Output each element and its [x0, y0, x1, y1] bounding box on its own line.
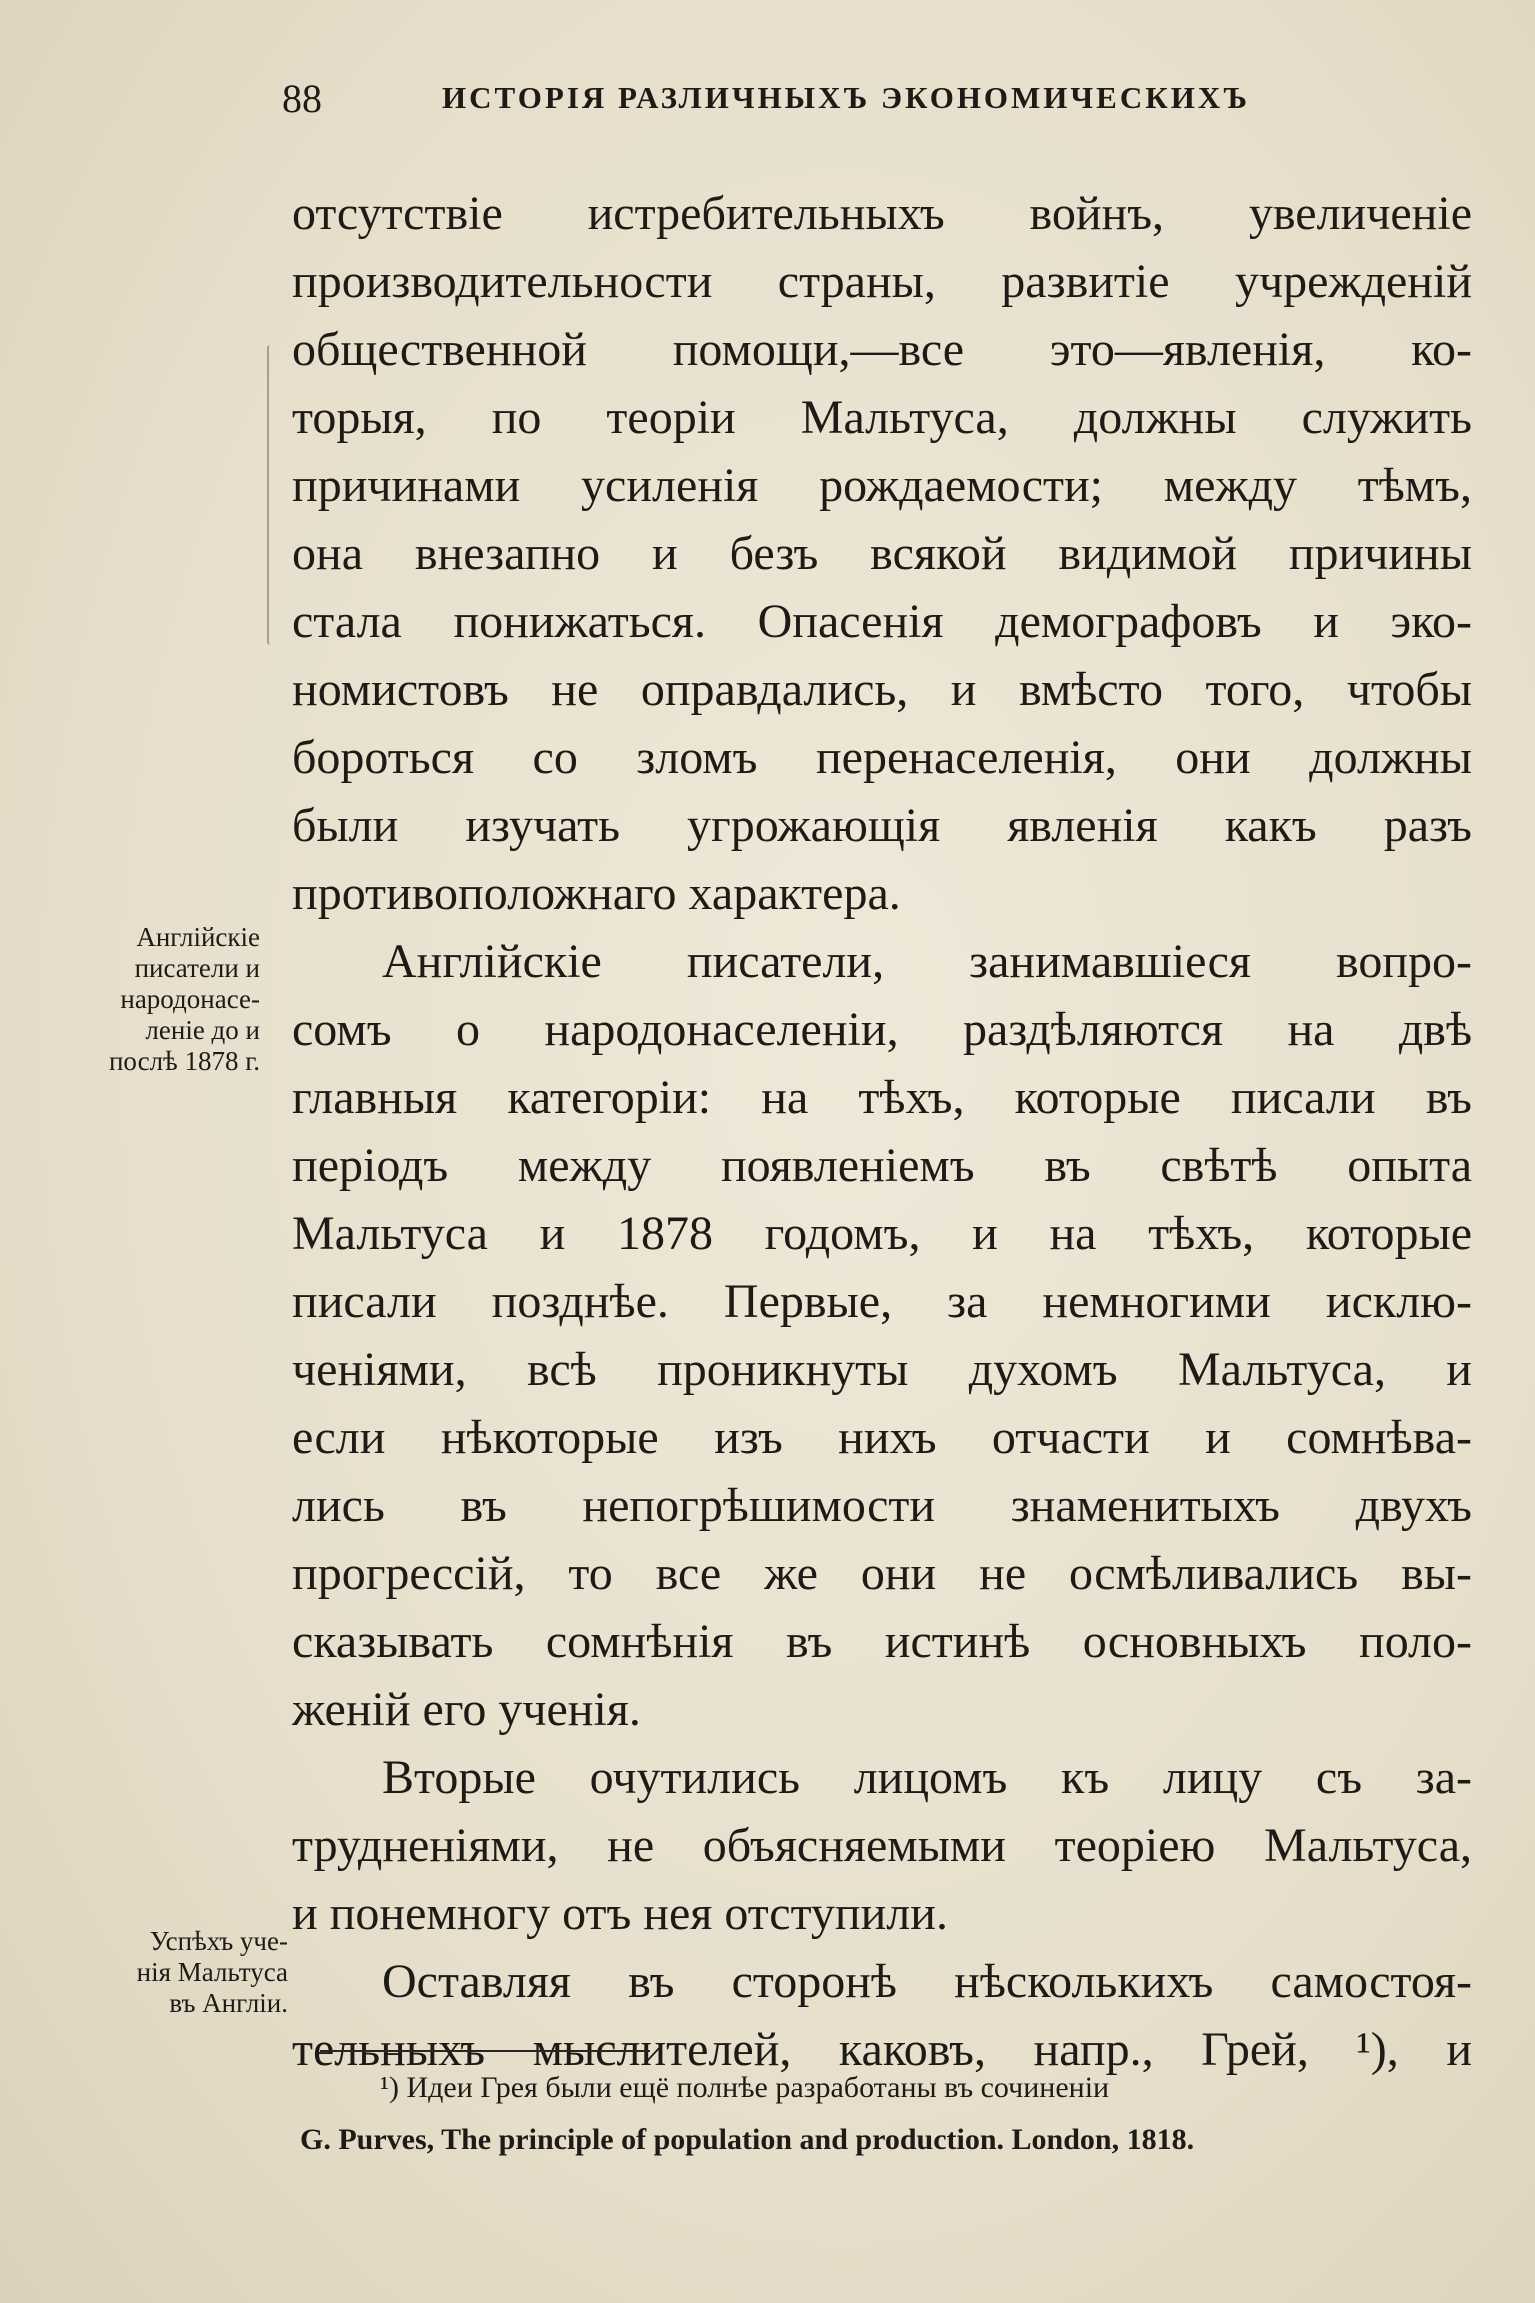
body-line: прогрессій, то все же они не осмѣливались вы- [292, 1547, 1472, 1600]
margin-note-malthus-success [20, 1926, 288, 2019]
body-line: періодъ между появленіемъ въ свѣтѣ опыта [292, 1139, 1472, 1192]
body-line: главныя категоріи: на тѣхъ, которые писали въ [292, 1071, 1472, 1124]
margin-note-line: нія Мальтуса [136, 1957, 288, 1987]
body-line: Вторые очутились лицомъ къ лицу съ за- [382, 1751, 1472, 1804]
body-text [292, 180, 1472, 2084]
body-line: Оставляя въ сторонѣ нѣсколькихъ самостоя- [382, 1955, 1472, 2008]
margin-note-line: въ Англіи. [169, 1988, 288, 2018]
page-header [282, 68, 1302, 128]
body-line: и понемногу отъ нея отступили. [292, 1887, 948, 1940]
body-line: Мальтуса и 1878 годомъ, и на тѣхъ, которые [292, 1207, 1472, 1260]
body-line: лись въ непогрѣшимости знаменитыхъ двухъ [292, 1479, 1472, 1532]
pencil-margin-mark [267, 345, 275, 645]
body-line: номистовъ не оправдались, и вмѣсто того, чтобы [292, 663, 1472, 716]
body-line: ченіями, всѣ проникнуты духомъ Мальтуса, и [292, 1343, 1472, 1396]
body-line: отсутствіе истребительныхъ войнъ, увеличеніе [292, 187, 1472, 240]
footnote-line: ¹) Идеи Грея были ещё полнѣе разработаны въ сочиненіи [380, 2071, 1110, 2104]
margin-note-line: народонасе- [120, 984, 260, 1014]
body-line: причинами усиленія рождаемости; между тѣмъ, [292, 459, 1472, 512]
margin-note-line: Англійскіе [136, 922, 260, 952]
body-line: если нѣкоторые изъ нихъ отчасти и сомнѣва- [292, 1411, 1472, 1464]
page-number: 88 [282, 75, 322, 121]
body-line: противоположнаго характера. [292, 867, 901, 920]
margin-note-line: послѣ 1878 г. [108, 1046, 260, 1076]
body-line: трудненіями, не объясняемыми теоріею Мальтуса, [292, 1819, 1472, 1872]
footnote-line: G. Purves, The principle of population and production. London, 1818. [300, 2123, 1195, 2156]
margin-note-line: Успѣхъ уче- [149, 1926, 288, 1956]
body-line: общественной помощи,—все это—явленія, ко- [292, 323, 1472, 376]
footnote-divider [320, 2050, 650, 2052]
body-line: торыя, по теоріи Мальтуса, должны служить [292, 391, 1472, 444]
body-line: женій его ученія. [292, 1683, 641, 1736]
body-line: сказывать сомнѣнія въ истинѣ основныхъ поло- [292, 1615, 1472, 1668]
footnote [300, 2062, 1480, 2166]
body-line: бороться со зломъ перенаселенія, они должны [292, 731, 1472, 784]
body-line: она внезапно и безъ всякой видимой причины [292, 527, 1472, 580]
margin-note-line: леніе до и [145, 1015, 260, 1045]
body-line: тельныхъ мыслителей, каковъ, напр., Грей, ¹), и [292, 2023, 1472, 2076]
body-line: производительности страны, развитіе учрежденій [292, 255, 1472, 308]
margin-note-english-writers [20, 922, 260, 1077]
body-line: писали позднѣе. Первые, за немногими исклю- [292, 1275, 1472, 1328]
body-line: были изучать угрожающія явленія какъ разъ [292, 799, 1472, 852]
body-line: сомъ о народонаселеніи, раздѣляются на двѣ [292, 1003, 1472, 1056]
body-line: стала понижаться. Опасенія демографовъ и эко- [292, 595, 1472, 648]
body-line: Англійскіе писатели, занимавшіеся вопро- [382, 935, 1472, 988]
margin-note-line: писатели и [134, 953, 260, 983]
running-title: ИСТОРІЯ РАЗЛИЧНЫХЪ ЭКОНОМИЧЕСКИХЪ [442, 80, 1250, 115]
